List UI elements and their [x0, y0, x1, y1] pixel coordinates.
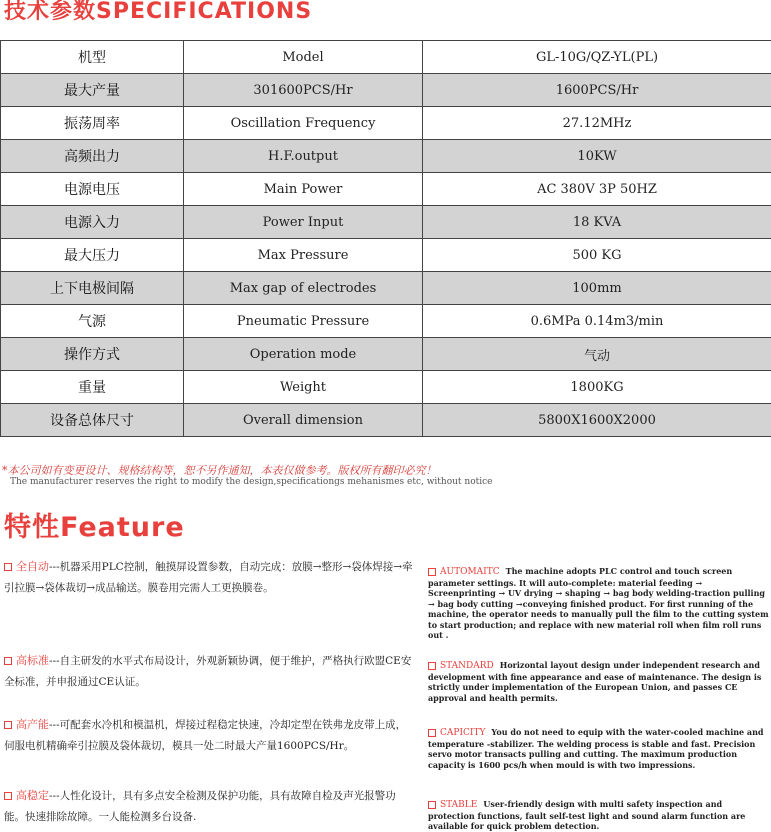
param-name-zh: 振荡周率	[1, 107, 184, 140]
param-value: 27.12MHz	[423, 107, 771, 140]
param-value: 18 KVA	[423, 206, 771, 239]
param-name-en: Pneumatic Pressure	[184, 305, 423, 338]
feature-text: ---机器采用PLC控制，触摸屏设置参数，自动完成：放膜→整形→袋体焊接→牵引拉膜→袋体裁切→成品输送。膜卷用完需人工更换膜卷。	[4, 561, 413, 594]
param-name-en: Max gap of electrodes	[184, 272, 423, 305]
feature-text: User-friendly design with multi safety inspection and protection functions, fault self-test light and sound alarm function are available for quick problem detection.	[428, 799, 745, 831]
param-value: 1600PCS/Hr	[423, 74, 771, 107]
param-name-zh: 气源	[1, 305, 184, 338]
param-name-en: Power Input	[184, 206, 423, 239]
param-value: 5800X1600X2000	[423, 404, 771, 437]
feature-text: ---自主研发的水平式布局设计，外观新颖协调，便于维护，严格执行欧盟CE安全标准，并申报通过CE认证。	[4, 655, 411, 688]
feature-tag: 全自动	[16, 560, 49, 573]
spec-section-title: 技术参数SPECIFICATIONS	[4, 0, 312, 25]
disclaimer-zh: *本公司如有变更设计、规格结构等，恕不另作通知，本表仅做参考。版权所有翻印必究！	[2, 462, 437, 478]
param-value: 0.6MPa 0.14m3/min	[423, 305, 771, 338]
feature-tag: STABLE	[440, 800, 477, 810]
param-name-zh: 最大产量	[1, 74, 184, 107]
table-row	[1, 371, 771, 404]
param-name-zh: 机型	[1, 41, 184, 74]
param-name-en: Oscillation Frequency	[184, 107, 423, 140]
param-name-en: H.F.output	[184, 140, 423, 173]
feature-en-capacity	[428, 727, 770, 770]
param-value: GL-10G/QZ-YL(PL)	[423, 41, 771, 74]
param-value: 10KW	[423, 140, 771, 173]
param-name-en: Max Pressure	[184, 239, 423, 272]
table-row	[1, 338, 771, 371]
table-row	[1, 305, 771, 338]
feature-tag: 高稳定	[16, 789, 49, 802]
feature-text: ---可配套水冷机和模温机，焊接过程稳定快速，冷却定型在铁弗龙皮带上成，伺服电机精确牵引拉膜及袋体裁切，模具一处二时最大产量1600PCS/Hr。	[4, 719, 406, 752]
checkbox-square-icon	[4, 657, 12, 665]
checkbox-square-icon	[428, 568, 436, 576]
feature-tag: STANDARD	[440, 661, 494, 671]
checkbox-square-icon	[428, 729, 436, 737]
disclaimer-en: The manufacturer reserves the right to modify the design,specificationgs mehanismes etc, without notice	[10, 477, 492, 487]
table-row	[1, 239, 771, 272]
checkbox-square-icon	[4, 563, 12, 571]
checkbox-square-icon	[428, 801, 436, 809]
checkbox-square-icon	[428, 662, 436, 670]
param-name-zh: 重量	[1, 371, 184, 404]
param-name-zh: 高频出力	[1, 140, 184, 173]
param-name-en: Weight	[184, 371, 423, 404]
param-value: AC 380V 3P 50HZ	[423, 173, 771, 206]
feature-tag: AUTOMAITC	[440, 567, 500, 577]
param-name-en: Overall dimension	[184, 404, 423, 437]
param-value: 1800KG	[423, 371, 771, 404]
feature-en-automatic	[428, 566, 770, 641]
feature-text: The machine adopts PLC control and touch screen parameter settings. It will auto-complete: material feeding → Screenprinting → UV drying → shaping → bag body welding-traction pulling → bag body cutting →conveying finished product. For first running of the machine, the operator needs to manually pull the film to the cutting system to start production; and replace with new material roll when film roll runs out .	[428, 566, 769, 640]
spec-table	[0, 40, 771, 437]
param-value: 气动	[423, 338, 771, 371]
table-row	[1, 140, 771, 173]
table-row	[1, 206, 771, 239]
checkbox-square-icon	[4, 792, 12, 800]
param-name-en: 301600PCS/Hr	[184, 74, 423, 107]
table-row	[1, 173, 771, 206]
feature-tag: 高标准	[16, 654, 49, 667]
checkbox-square-icon	[4, 721, 12, 729]
table-row	[1, 41, 771, 74]
param-name-zh: 上下电极间隔	[1, 272, 184, 305]
feature-zh-stable	[4, 785, 414, 828]
table-row	[1, 74, 771, 107]
feature-section-title: 特性Feature	[4, 505, 185, 544]
param-name-zh: 电源电压	[1, 173, 184, 206]
param-name-zh: 操作方式	[1, 338, 184, 371]
feature-en-stable	[428, 799, 770, 832]
param-name-zh: 最大压力	[1, 239, 184, 272]
table-row	[1, 404, 771, 437]
feature-tag: 高产能	[16, 718, 49, 731]
feature-zh-automatic	[4, 556, 414, 599]
feature-zh-capacity	[4, 714, 414, 757]
param-value: 100mm	[423, 272, 771, 305]
feature-en-standard	[428, 660, 770, 703]
param-name-en: Operation mode	[184, 338, 423, 371]
feature-zh-standard	[4, 650, 414, 693]
feature-text: Horizontal layout design under independent research and development with fine appearance and ease of maintenance. The design is strictly under implementation of the European Union, and passes CE approval and health permits.	[428, 660, 761, 703]
param-name-en: Main Power	[184, 173, 423, 206]
feature-text: You do not need to equip with the water-cooled machine and temperature -stabilizer. The welding process is stable and fast. Precision servo motor transacts pulling and cutting. The maximum production capacity is 1600 pcs/h when mould is with two impressions.	[428, 727, 764, 770]
table-row	[1, 107, 771, 140]
feature-text: ---人性化设计，具有多点安全检测及保护功能，具有故障自检及声光报警功能。快速排除故障。一人能检测多台设备.	[4, 790, 396, 823]
param-name-en: Model	[184, 41, 423, 74]
param-value: 500 KG	[423, 239, 771, 272]
table-row	[1, 272, 771, 305]
param-name-zh: 电源入力	[1, 206, 184, 239]
feature-tag: CAPICITY	[440, 728, 485, 738]
param-name-zh: 设备总体尺寸	[1, 404, 184, 437]
